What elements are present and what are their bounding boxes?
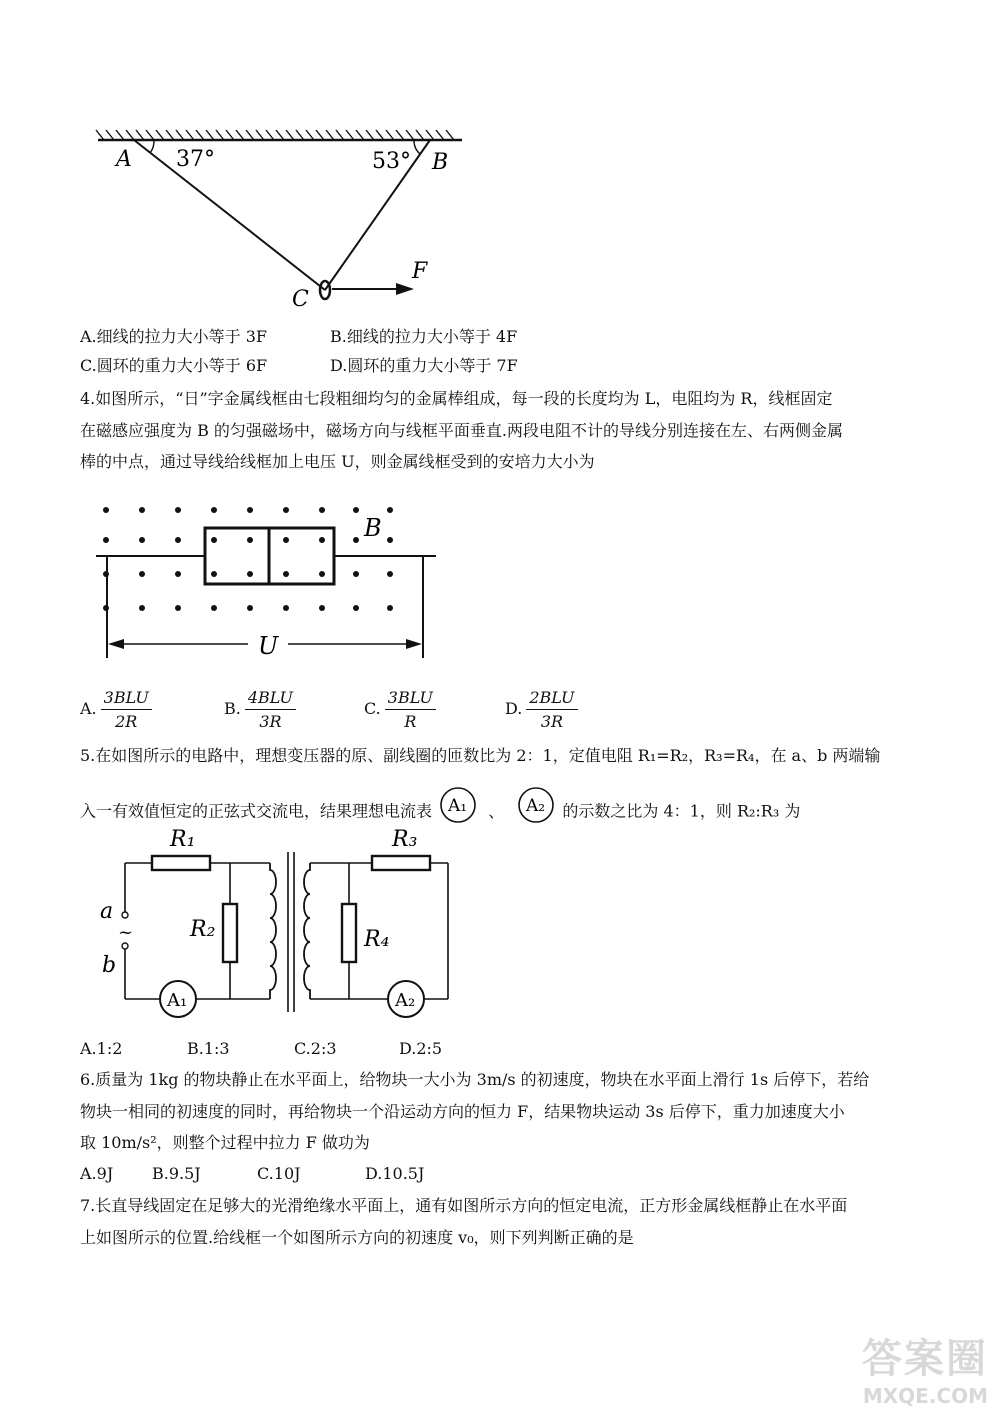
ceiling-hatch [266, 130, 274, 140]
q4-option-a [80, 688, 152, 731]
watermark-en: MXQE.COM [862, 1384, 988, 1408]
q5-stem-line-2-after: 的示数之比为 4：1，则 R₂:R₃ 为 [562, 801, 801, 821]
q4-option-a-num: 3BLU [101, 688, 152, 710]
ceiling-hatch [316, 130, 324, 140]
ceiling-hatch [336, 130, 344, 140]
q3-label-B: B [432, 150, 449, 175]
ceiling-hatch [226, 130, 234, 140]
ceiling-hatch [116, 130, 124, 140]
field-dot [319, 605, 325, 611]
ceiling-hatch [356, 130, 364, 140]
field-dot [175, 507, 181, 513]
q3-option-b: B.细线的拉力大小等于 4F [330, 327, 518, 346]
q5-option-d: D.2:5 [399, 1039, 443, 1058]
q5-option-a: A.1:2 [80, 1039, 123, 1058]
q4-option-b-den: 3R [259, 712, 282, 731]
field-dot [319, 537, 325, 543]
ceiling-hatch [416, 130, 424, 140]
q7-stem-line-2: 上如图所示的位置.给线框一个如图所示方向的初速度 v₀，则下列判断正确的是 [80, 1228, 634, 1247]
q5-ammeter-A2-label: A₂ [395, 990, 416, 1011]
field-dot [139, 537, 145, 543]
ceiling-hatch [276, 130, 284, 140]
field-dot [211, 537, 217, 543]
q5-option-c: C.2:3 [294, 1039, 337, 1058]
ceiling-hatch [176, 130, 184, 140]
q3-label-C: C [292, 287, 309, 312]
watermark-logo [862, 1327, 988, 1408]
field-dot [387, 507, 393, 513]
ceiling-hatch [396, 130, 404, 140]
field-dot [211, 507, 217, 513]
ceiling-hatch [246, 130, 254, 140]
ceiling-hatch [136, 130, 144, 140]
ceiling-hatch [436, 130, 444, 140]
q5-meter2-label: A₂ [526, 796, 546, 816]
ceiling-hatch [236, 130, 244, 140]
q5-stem-line-2-before: 入一有效值恒定的正弦式交流电，结果理想电流表 [80, 801, 433, 821]
q4-option-d-den: 3R [540, 712, 564, 731]
q3-option-d: D.圆环的重力大小等于 7F [330, 356, 518, 375]
q5-label-a: a [100, 899, 114, 924]
ceiling-hatch [386, 130, 394, 140]
q5-stem-line-1: 5.在如图所示的电路中，理想变压器的原、副线圈的匝数比为 2：1，定值电阻 R₁=R₂，R₃=R₄，在 a、b 两端输 [80, 746, 881, 765]
q5-option-b: B.1:3 [187, 1039, 230, 1058]
q4-label-U: U [258, 632, 279, 660]
q5-circuit-figure [92, 822, 462, 1027]
q6-stem-line-3: 取 10m/s²，则整个过程中拉力 F 做功为 [80, 1133, 370, 1152]
q3-label-F: F [412, 259, 428, 284]
field-dot [247, 605, 253, 611]
field-dot [283, 605, 289, 611]
q6-option-c: C.10J [257, 1164, 301, 1183]
q5-label-R1: R₁ [170, 827, 196, 852]
q4-option-c-letter: C. [364, 699, 381, 718]
q4-option-d-num: 2BLU [526, 688, 577, 710]
watermark-cn: 答案圈 [862, 1336, 988, 1382]
field-dot [353, 507, 359, 513]
ceiling-hatch [446, 130, 454, 140]
ceiling-hatch [166, 130, 174, 140]
field-dot [319, 571, 325, 577]
q4-stem-line-1: 4.如图所示，“日”字金属线框由七段粗细均匀的金属棒组成，每一段的长度均为 L，电阻均为 R，线框固定 [80, 389, 833, 408]
q3-label-A: A [116, 147, 132, 172]
q5-label-tilde: ~ [118, 922, 134, 943]
ceiling-hatch [346, 130, 354, 140]
q5-label-R3: R₃ [392, 827, 418, 852]
field-dot [353, 537, 359, 543]
ceiling-hatch [286, 130, 294, 140]
ceiling-hatch [196, 130, 204, 140]
q6-option-b: B.9.5J [152, 1164, 201, 1183]
field-dot [353, 571, 359, 577]
q5-ammeter-a2-inline [517, 786, 555, 824]
q5-ammeter-A1-label: A₁ [167, 990, 188, 1011]
q5-stem-line-2 [80, 796, 801, 824]
field-dot [139, 605, 145, 611]
q4-option-d-letter: D. [505, 699, 523, 718]
q6-stem-line-1: 6.质量为 1kg 的物块静止在水平面上，给物块一大小为 3m/s 的初速度，物块在水平面上滑行 1s 后停下，若给 [80, 1070, 870, 1089]
field-dot [103, 537, 109, 543]
q5-meter1-label: A₁ [448, 796, 468, 816]
q4-option-c-den: R [404, 712, 417, 731]
q4-option-b-letter: B. [224, 699, 241, 718]
q5-label-R4: R₄ [364, 927, 390, 952]
q3-angle-B: 53° [372, 149, 411, 174]
q4-stem-line-2: 在磁感应强度为 B 的匀强磁场中，磁场方向与线框平面垂直.两段电阻不计的导线分别连接在左、右两侧金属 [80, 421, 844, 440]
field-dot [139, 571, 145, 577]
field-dot [353, 605, 359, 611]
field-dot [247, 507, 253, 513]
q6-option-a: A.9J [80, 1164, 114, 1183]
ceiling-hatch [406, 130, 414, 140]
field-dot [319, 507, 325, 513]
q4-label-B: B [364, 514, 382, 542]
field-dot [211, 605, 217, 611]
q3-option-a: A.细线的拉力大小等于 3F [80, 327, 268, 346]
q4-option-b-num: 4BLU [245, 688, 296, 710]
q4-option-b [224, 688, 296, 731]
field-dot [387, 605, 393, 611]
q7-stem-line-1: 7.长直导线固定在足够大的光滑绝缘水平面上，通有如图所示方向的恒定电流，正方形金属线框静止在水平面 [80, 1196, 848, 1215]
field-dot [247, 571, 253, 577]
field-dot [103, 507, 109, 513]
q5-label-R2: R₂ [190, 917, 216, 942]
field-dot [283, 507, 289, 513]
ceiling-hatch [366, 130, 374, 140]
q6-stem-line-2: 物块一相同的初速度的同时，再给物块一个沿运动方向的恒力 F，结果物块运动 3s 后停下，重力加速度大小 [80, 1102, 845, 1121]
ceiling-hatch [106, 130, 114, 140]
q5-label-b: b [102, 953, 117, 978]
field-dot [247, 537, 253, 543]
field-dot [211, 571, 217, 577]
q4-option-a-letter: A. [80, 699, 97, 718]
field-dot [175, 605, 181, 611]
field-dot [283, 537, 289, 543]
q4-option-a-den: 2R [115, 712, 138, 731]
ceiling-hatch [256, 130, 264, 140]
q5-stem-line-2-sep: 、 [488, 801, 505, 821]
q3-string-figure [90, 122, 470, 312]
ceiling-hatch [306, 130, 314, 140]
field-dot [387, 537, 393, 543]
q4-option-c [364, 688, 436, 731]
ceiling-hatch [216, 130, 224, 140]
ceiling-hatch [376, 130, 384, 140]
field-dot [387, 571, 393, 577]
q6-option-d: D.10.5J [365, 1164, 425, 1183]
q4-stem-line-3: 棒的中点，通过导线给线框加上电压 U，则金属线框受到的安培力大小为 [80, 452, 595, 471]
q3-option-c: C.圆环的重力大小等于 6F [80, 356, 268, 375]
q5-ammeter-a1-inline [439, 786, 477, 824]
ceiling-hatch [296, 130, 304, 140]
ceiling-hatch [146, 130, 154, 140]
field-dot [139, 507, 145, 513]
ceiling-hatch [96, 130, 104, 140]
q4-frame-figure [92, 498, 448, 664]
field-dot [283, 571, 289, 577]
q3-angle-A: 37° [176, 147, 215, 172]
ceiling-hatch [126, 130, 134, 140]
q4-option-d [505, 688, 578, 731]
ceiling-hatch [206, 130, 214, 140]
ceiling-hatch [326, 130, 334, 140]
q4-option-c-num: 3BLU [385, 688, 436, 710]
field-dot [175, 537, 181, 543]
ceiling-hatch [156, 130, 164, 140]
field-dot [175, 571, 181, 577]
ceiling-hatch [186, 130, 194, 140]
ceiling-hatch [426, 130, 434, 140]
